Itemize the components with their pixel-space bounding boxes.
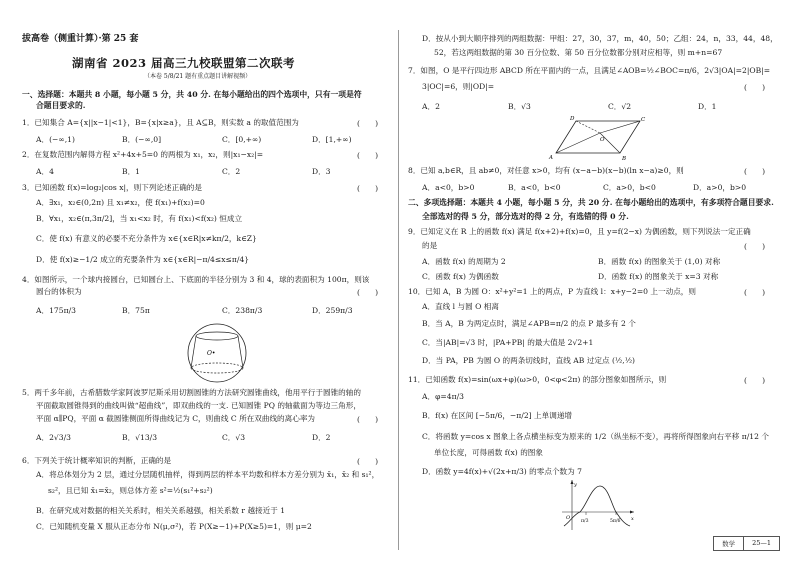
section1-heading-cont: 合题目要求的. bbox=[36, 101, 86, 110]
q1-stem: 1．已知集合 A={x||x−1|<1}，B={x|x≥a}，且 A⊆B，则实数 a 的取值范围为 bbox=[22, 118, 299, 127]
sphere-outline bbox=[188, 324, 246, 382]
q4-option-a: A．175π/3 bbox=[36, 306, 76, 315]
q4-option-c: C．238π/3 bbox=[222, 306, 263, 315]
parallelogram-abcd bbox=[556, 121, 640, 153]
parallelogram-figure bbox=[548, 113, 648, 161]
q5-option-b: B．√13/3 bbox=[122, 433, 158, 442]
q6-stem: 6．下列关于统计概率知识的判断，正确的是 bbox=[22, 456, 172, 465]
q2-option-b: B．1 bbox=[122, 167, 141, 176]
q7-answer-paren: ( ) bbox=[744, 83, 766, 92]
label-d: D bbox=[570, 116, 575, 122]
q2-option-d: D．3 bbox=[312, 167, 331, 176]
q9-option-d: D．函数 f(x) 的图象关于 x=3 对称 bbox=[598, 272, 719, 281]
q8-stem: 8．已知 a,b∈R，且 ab≠0，对任意 x>0，均有 (x−a−b)(x−b)(ln x−a)≥0，则 bbox=[408, 166, 684, 175]
q7-option-d: D．1 bbox=[698, 102, 717, 111]
tick-label-pi-over-3: π/3 bbox=[581, 519, 589, 524]
section2-heading: 二、多项选择题：本题共 4 小题，每小题 5 分，共 20 分. 在每小题给出的选项中，有多项符合题目要求. bbox=[408, 198, 774, 207]
q10-stem: 10．已知 A，B 为圆 O：x²+y²=1 上的两点，P 为直线 l：x+y−2=0 上一动点，则 bbox=[408, 287, 696, 296]
q3-stem: 3．已知函数 f(x)=log₂|cos x|，则下列论述正确的是 bbox=[22, 183, 202, 192]
page-footer bbox=[713, 536, 780, 551]
x-axis-arrow bbox=[630, 511, 634, 514]
q10-option-a: A．直线 l 与圆 O 相离 bbox=[422, 302, 499, 311]
sphere-center-label: O• bbox=[207, 350, 216, 357]
q8-answer-paren: ( ) bbox=[744, 167, 766, 176]
q5-option-a: A．2√3/3 bbox=[36, 433, 71, 442]
q5-line2: 平面截取圆锥得到的曲线叫做“超曲线”，即双曲线的一支. 已知圆锥 PQ 的轴截面为等边三角形， bbox=[36, 401, 361, 410]
series-label: 拔高卷（侧重计算）·第 25 套 bbox=[22, 34, 139, 44]
frustum-bottom-base bbox=[191, 363, 243, 373]
q6-option-d-line2: 52，若这两组数据的第 30 百分位数、第 50 百分位数都分别对应相等，则 m+n=67 bbox=[434, 48, 723, 57]
q10-answer-paren: ( ) bbox=[744, 288, 766, 297]
q6-answer-paren: ( ) bbox=[357, 457, 379, 466]
q5-answer-paren: ( ) bbox=[357, 415, 379, 424]
section2-heading-cont: 全部选对的得 5 分，部分选对的得 2 分，有选错的得 0 分. bbox=[422, 212, 629, 221]
q11-option-b: B．f(x) 在区间 [−5π/6，−π/2] 上单调递增 bbox=[422, 411, 573, 420]
q4-option-d: D．259π/3 bbox=[312, 306, 353, 315]
y-axis-label: y bbox=[574, 482, 577, 488]
q8-option-c: C．a>0，b<0 bbox=[603, 183, 656, 192]
label-a: A bbox=[549, 155, 553, 161]
q9-line2: 的是 bbox=[422, 241, 438, 250]
sine-graph-figure bbox=[560, 478, 638, 533]
q7-line2: 3|OC|=6，则|OD|= bbox=[422, 82, 495, 91]
q10-option-c: C．当|AB|=√3 时，|PA+PB| 的最大值是 2√2+1 bbox=[422, 338, 594, 347]
q7-line1: 7．如图，O 是平行四边形 ABCD 所在平面内的一点，且满足∠AOB=½∠BOC=π/6，2√3|OA|=2|OB|= bbox=[408, 66, 771, 75]
footer-subject: 数学 bbox=[722, 540, 736, 548]
x-axis-label: x bbox=[631, 516, 634, 522]
q3-answer-paren: ( ) bbox=[357, 184, 379, 193]
section1-heading: 一、选择题：本题共 8 小题，每小题 5 分，共 40 分. 在每小题给出的四个选项中，只有一项是符 bbox=[22, 90, 362, 99]
q3-option-d: D．使 f(x)≥−1/2 成立的充要条件为 x∈{x∈R|−π/4≤x≤π/4} bbox=[36, 255, 250, 264]
q11-answer-paren: ( ) bbox=[744, 376, 766, 385]
q7-option-b: B．√3 bbox=[508, 102, 531, 111]
q2-stem: 2．在复数范围内解得方程 x²+4x+5=0 的两根为 x₁，x₂，则|x₁−x₂|= bbox=[22, 150, 264, 159]
q6-option-c: C．已知随机变量 X 服从正态分布 N(μ,σ²)，若 P(X≥−1)+P(X≥5)=1，则 μ=2 bbox=[36, 522, 312, 531]
q6-option-a-line2: s₂²，且已知 x̄₁=x̄₂，则总体方差 s²=½(s₁²+s₂²) bbox=[48, 486, 213, 495]
q6-option-b: B．在研究成对数据的相关关系时，相关关系越强，相关系数 r 越接近于 1 bbox=[36, 506, 286, 515]
q11-option-c-line2: 单位长度，可得函数 f(x) 的图象 bbox=[434, 448, 543, 457]
q3-option-a: A．∃x₁，x₂∈(0,2π) 且 x₁≠x₂，使 f(x₁)+f(x₂)=0 bbox=[36, 198, 205, 207]
q1-option-b: B．(−∞,0] bbox=[122, 135, 162, 144]
q2-answer-paren: ( ) bbox=[357, 151, 379, 160]
exam-title: 湖南省 2023 届高三九校联盟第二次联考 bbox=[72, 56, 296, 70]
q9-option-a: A．函数 f(x) 的周期为 2 bbox=[422, 257, 506, 266]
q1-option-a: A．(−∞,1) bbox=[36, 135, 75, 144]
q8-option-b: B．a<0，b<0 bbox=[508, 183, 561, 192]
frustum-side-right bbox=[238, 336, 243, 368]
q4-answer-paren: ( ) bbox=[357, 288, 379, 297]
q2-option-c: C．2 bbox=[222, 167, 241, 176]
q6-option-a-line1: A．将总体划分为 2 层，通过分层随机抽样，得到两层的样本平均数和样本方差分别为 x̄₁，x̄₂ 和 s₁²， bbox=[36, 470, 380, 479]
segment-od bbox=[576, 121, 600, 133]
tick-label-5pi-over-6: 5π/6 bbox=[610, 519, 621, 524]
q3-option-c: C．使 f(x) 有意义的必要不充分条件为 x∈{x∈R|x≠kπ/2，k∈Z} bbox=[36, 234, 257, 243]
q9-option-b: B．函数 f(x) 的图象关于 (1,0) 对称 bbox=[598, 257, 721, 266]
q5-line3: 平面 α∥PQ，平面 α 截圆锥侧面所得曲线记为 C，则曲线 C 所在双曲线的离心率为 bbox=[36, 414, 316, 423]
q11-option-a: A．φ=4π/3 bbox=[422, 392, 464, 401]
q1-option-d: D．[1,+∞) bbox=[312, 135, 352, 144]
q6-option-d-line1: D．按从小到大顺序排列的两组数据：甲组：27，30，37，m，40，50；乙组：24，n，33，44，48， bbox=[422, 34, 778, 43]
q9-option-c: C．函数 f(x) 为偶函数 bbox=[422, 272, 499, 281]
footer-page-number: 25—1 bbox=[743, 537, 779, 550]
q7-option-c: C．√2 bbox=[608, 102, 632, 111]
q5-option-d: D．2 bbox=[312, 433, 331, 442]
label-c: C bbox=[641, 117, 646, 123]
q8-option-d: D．a>0，b>0 bbox=[693, 183, 747, 192]
exam-subtitle: （本卷 5/8/21 题有重点题目讲解视频） bbox=[144, 73, 252, 80]
q11-option-d: D．函数 y=4f(x)+√(2x+π/3) 的零点个数为 7 bbox=[422, 467, 582, 476]
column-divider bbox=[398, 30, 399, 550]
frustum-top-base bbox=[196, 332, 238, 340]
q1-answer-paren: ( ) bbox=[357, 119, 379, 128]
q11-option-c-line1: C．将函数 y=cos x 图象上各点横坐标变为原来的 1/2（纵坐标不变），再将所得图象向右平移 π/12 个 bbox=[422, 432, 769, 441]
q5-option-c: C．√3 bbox=[222, 433, 246, 442]
label-o: O bbox=[600, 137, 605, 143]
q4-stem-cont: 圆台的体积为 bbox=[36, 287, 82, 296]
q10-option-b: B．当 A，B 为两定点时，满足∠APB=π/2 的点 P 最多有 2 个 bbox=[422, 319, 636, 328]
q3-option-b: B．∀x₁，x₂∈(π,3π/2]，当 x₁<x₂ 时，有 f(x₁)<f(x₂) 恒成立 bbox=[36, 214, 243, 223]
q4-stem: 4．如图所示，一个球内接圆台，已知圆台上、下底面的半径分别为 3 和 4，球的表面积为 100π，则该 bbox=[22, 275, 370, 284]
q4-option-b: B．75π bbox=[122, 306, 150, 315]
q1-option-c: C．[0,+∞) bbox=[222, 135, 262, 144]
q11-stem: 11．已知函数 f(x)=sin(ωx+φ)(ω>0，0<φ<2π) 的部分图象如图所示，则 bbox=[408, 375, 667, 384]
q7-option-a: A．2 bbox=[422, 102, 440, 111]
q9-line1: 9．已知定义在 R 上的函数 f(x) 满足 f(x+2)+f(x)=0，且 y=f(2−x) 为偶函数，则下列说法一定正确 bbox=[408, 227, 751, 236]
label-b: B bbox=[622, 156, 627, 161]
q5-line1: 5．两千多年前，古希腊数学家阿波罗尼斯采用切割圆锥的方法研究圆锥曲线，他用平行于圆锥的轴的 bbox=[22, 388, 361, 397]
segment-ob bbox=[600, 133, 620, 153]
frustum-side-left bbox=[191, 336, 196, 368]
q9-answer-paren: ( ) bbox=[744, 242, 766, 251]
q2-option-a: A．4 bbox=[36, 167, 54, 176]
sphere-frustum-figure bbox=[177, 322, 257, 384]
origin-label: O bbox=[566, 515, 571, 521]
q8-option-a: A．a<0，b>0 bbox=[422, 183, 475, 192]
q10-option-d: D．当 PA，PB 为圆 O 的两条切线时，直线 AB 过定点 (½,½) bbox=[422, 356, 636, 365]
